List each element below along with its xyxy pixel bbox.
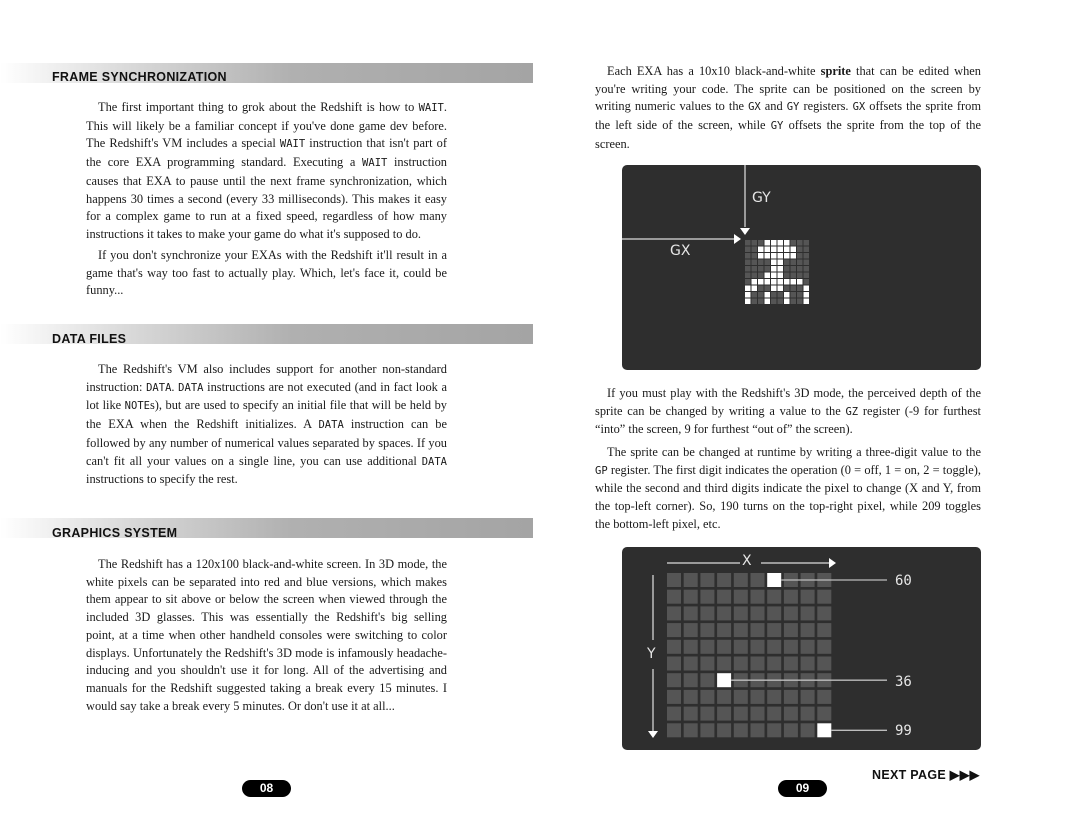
sprite-pixel-on [765, 240, 771, 246]
sprite-pixel-off [804, 260, 810, 266]
grid-pixel-off [801, 657, 815, 671]
grid-pixel-off [700, 573, 714, 587]
grid-pixel-off [767, 707, 781, 721]
sprite-pixel-off [791, 292, 797, 298]
sprite-pixel-off [791, 273, 797, 279]
sprite-pixel-off [745, 240, 751, 246]
sprite-pixel-off [758, 240, 764, 246]
sprite-pixel-off [797, 299, 803, 305]
grid-pixel-off [717, 606, 731, 620]
sprite-pixel-on [758, 253, 764, 259]
sprite-pixel-off [745, 260, 751, 266]
grid-pixel-off [817, 707, 831, 721]
grid-pixel-off [801, 606, 815, 620]
sprite-pixel-on [758, 279, 764, 285]
sprite-pixel-off [758, 260, 764, 266]
grid-pixel-off [700, 690, 714, 704]
code-term: DATA [421, 455, 447, 468]
sprite-pixel-on [765, 292, 771, 298]
gy-label: GY [752, 190, 771, 206]
grid-pixel-on [767, 573, 781, 587]
sprite-pixel-off [771, 292, 777, 298]
sprite-pixel-off [804, 240, 810, 246]
sprite-pixel-off [765, 260, 771, 266]
y-arrow-icon [648, 731, 658, 738]
grid-pixel-off [767, 623, 781, 637]
sprite-pixel-on [765, 299, 771, 305]
text-run: The Redshift's VM also includes support for another non-standard instruction: [86, 362, 447, 394]
sprite-pixel-on [778, 253, 784, 259]
sprite-pixel-off [752, 292, 758, 298]
grid-pixel-off [801, 623, 815, 637]
sprite-pixel-on [771, 253, 777, 259]
grid-pixel-off [784, 590, 798, 604]
sprite-pixel-on [778, 260, 784, 266]
sprite-pixel-on [771, 279, 777, 285]
heading-data-files: DATA FILES [52, 332, 127, 346]
grid-pixel-on [817, 723, 831, 737]
grid-pixel-off [667, 623, 681, 637]
sprite-pixel-on [804, 286, 810, 292]
sprite-pixel-on [752, 286, 758, 292]
sprite-pixel-off [765, 266, 771, 272]
text-run: instructions to specify the rest. [86, 472, 238, 487]
sprite-pixel-on [765, 273, 771, 279]
sprite-grid [745, 240, 809, 304]
sprite-pixel-off [797, 266, 803, 272]
sprite-pixel-off [797, 253, 803, 259]
marker-label-36: 36 [895, 674, 912, 690]
grid-pixel-off [817, 590, 831, 604]
sprite-pixel-on [778, 273, 784, 279]
grid-pixel-off [817, 623, 831, 637]
sprite-pixel-off [745, 266, 751, 272]
sprite-pixel-off [752, 253, 758, 259]
code-term: NOTE [124, 400, 150, 413]
grid-pixel-off [767, 640, 781, 654]
heading-graphics-system: GRAPHICS SYSTEM [52, 526, 178, 540]
grid-pixel-off [817, 657, 831, 671]
grid-pixel-off [751, 623, 765, 637]
grid-pixel-off [684, 673, 698, 687]
grid-pixel-off [801, 690, 815, 704]
sprite-pixel-on [797, 279, 803, 285]
grid-pixel-off [784, 707, 798, 721]
grid-pixel-off [667, 657, 681, 671]
sprite-pixel-off [784, 273, 790, 279]
sprite-pixel-on [791, 247, 797, 253]
grid-pixel-off [767, 606, 781, 620]
sprite-pixel-on [778, 279, 784, 285]
grid-pixel-off [717, 723, 731, 737]
sprite-pixel-on [771, 266, 777, 272]
sprite-pixel-off [791, 266, 797, 272]
paragraph-data-files [86, 361, 447, 489]
gx-label: GX [670, 243, 691, 259]
sprite-pixel-on [745, 286, 751, 292]
grid-pixel-off [784, 623, 798, 637]
sprite-pixel-off [797, 247, 803, 253]
text-run: The first important thing to grok about the Redshift is how to [98, 100, 419, 114]
grid-pixel-off [751, 606, 765, 620]
grid-pixel-off [751, 690, 765, 704]
paragraph-frame-sync-2: If you don't synchronize your EXAs with the Redshift it'll result in a game that's way too fast to actually play. Which, let's face it, could be funny... [86, 248, 447, 298]
sprite-pixel-off [791, 286, 797, 292]
grid-pixel-off [667, 573, 681, 587]
sprite-pixel-on [778, 286, 784, 292]
code-term: GZ [845, 405, 859, 418]
next-page-link[interactable]: NEXT PAGE ▶▶▶ [872, 768, 980, 782]
sprite-pixel-off [791, 240, 797, 246]
grid-pixel-off [734, 707, 748, 721]
sprite-pixel-off [758, 286, 764, 292]
sprite-pixel-on [784, 292, 790, 298]
sprite-pixel-off [752, 299, 758, 305]
grid-pixel-off [751, 573, 765, 587]
sprite-pixel-off [771, 299, 777, 305]
grid-pixel-off [784, 606, 798, 620]
sprite-pixel-on [778, 247, 784, 253]
y-axis-label: Y [647, 646, 656, 662]
grid-pixel-off [734, 606, 748, 620]
sprite-pixel-off [791, 260, 797, 266]
sprite-pixel-on [804, 299, 810, 305]
sprite-pixel-on [784, 240, 790, 246]
sprite-pixel-off [804, 253, 810, 259]
grid-pixel-off [767, 690, 781, 704]
grid-pixel-off [734, 723, 748, 737]
text-run: instruction can be followed by any number of numerical values separated by spaces. If you can't fit all your values on a single line, you can use additional [86, 417, 447, 468]
grid-pixel-off [717, 590, 731, 604]
code-term: DATA [146, 381, 172, 394]
marker-label-99: 99 [895, 723, 912, 739]
sprite-pixel-on [771, 260, 777, 266]
sprite-pixel-off [745, 279, 751, 285]
grid-pixel-off [700, 673, 714, 687]
grid-pixel-off [667, 690, 681, 704]
code-term: DATA [178, 381, 204, 394]
grid-pixel-off [717, 640, 731, 654]
grid-pixel-off [734, 573, 748, 587]
sprite-pixel-on [784, 253, 790, 259]
sprite-pixel-off [758, 273, 764, 279]
grid-pixel-off [667, 707, 681, 721]
sprite-pixel-off [804, 273, 810, 279]
grid-pixel-off [734, 640, 748, 654]
grid-pixel-off [667, 590, 681, 604]
text-run: register (-9 for furthest “into” the screen, 9 for furthest “out of” the screen). [595, 403, 981, 437]
paragraph-gz-depth [595, 385, 981, 439]
sprite-pixel-on [745, 292, 751, 298]
sprite-pixel-off [745, 247, 751, 253]
code-term: GX [748, 101, 761, 114]
text-run: . [171, 379, 179, 394]
pixel-coordinates-svg [622, 547, 981, 750]
sprite-pixel-off [745, 273, 751, 279]
grid-pixel-off [684, 640, 698, 654]
grid-pixel-off [734, 690, 748, 704]
grid-pixel-off [801, 723, 815, 737]
code-term: WAIT [279, 138, 306, 151]
sprite-pixel-off [791, 299, 797, 305]
grid-pixel-off [784, 723, 798, 737]
sprite-pixel-on [771, 240, 777, 246]
grid-pixel-off [751, 657, 765, 671]
marker-label-60: 60 [895, 573, 912, 589]
sprite-pixel-on [778, 240, 784, 246]
grid-pixel-off [700, 623, 714, 637]
grid-pixel-off [767, 657, 781, 671]
sprite-pixel-off [758, 299, 764, 305]
text-run: offsets the sprite from the left side of the screen, while [595, 99, 981, 133]
grid-pixel-off [767, 723, 781, 737]
grid-pixel-off [667, 673, 681, 687]
grid-pixel-off [667, 640, 681, 654]
sprite-pixel-off [784, 260, 790, 266]
grid-pixel-off [734, 590, 748, 604]
sprite-pixel-on [771, 273, 777, 279]
grid-pixel-off [684, 623, 698, 637]
sprite-pixel-off [752, 247, 758, 253]
text-run: instruction that isn't part of the core EXA programming standard. Executing a [86, 136, 447, 170]
sprite-pixel-on [758, 247, 764, 253]
grid-pixel-off [751, 640, 765, 654]
text-run: If you must play with the Redshift's 3D mode, the perceived depth of the sprite can be changed by writing a value to the [595, 386, 981, 418]
page-number-right: 09 [778, 780, 827, 797]
bold-term: sprite [820, 64, 851, 78]
sprite-pixel-on [771, 286, 777, 292]
gy-arrow-icon [740, 228, 750, 235]
sprite-pixel-off [797, 260, 803, 266]
grid-pixel-off [684, 707, 698, 721]
grid-pixel-off [684, 723, 698, 737]
grid-pixel-off [751, 723, 765, 737]
grid-pixel-off [700, 640, 714, 654]
sprite-pixel-on [791, 279, 797, 285]
paragraph-gp-register [595, 444, 981, 534]
sprite-pixel-on [778, 266, 784, 272]
text-run: s), but are used to specify an initial file that will be held by the EXA when the Redshift initializes. A [86, 398, 448, 432]
paragraph-graphics: The Redshift has a 120x100 black-and-white screen. In 3D mode, the white pixels can be separated into red and blue versions, which makes them appear to sit above or below the screen when viewed through the included 3D glasses. This was essentially the Redshift's big selling point, at a time when other handheld consoles were switching to color displays. Unfortunately the Redshift's 3D mode is infamously headache-inducing and you shouldn't use it for long. All of the advertising and manuals for the Redshift suggested taking a break every 15 minutes. I would say take a break every 5 minutes. Or don't use it at all... [86, 557, 447, 713]
grid-pixel-off [667, 606, 681, 620]
text-run: register. The first digit indicates the operation (0 = off, 1 = on, 2 = toggle), while the second and third digits indicate the pixel to change (X and Y, from the top-left corner). So, 190 turns on the top-right pixel, while 209 toggles the bottom-left pixel, etc. [595, 462, 981, 531]
code-term: WAIT [362, 157, 388, 170]
grid-pixel-off [700, 723, 714, 737]
code-term: GY [786, 101, 800, 114]
sprite-pixel-off [797, 286, 803, 292]
sprite-pixel-off [784, 286, 790, 292]
code-term: GX [852, 101, 866, 114]
code-term: GP [595, 464, 608, 477]
grid-pixel-off [684, 657, 698, 671]
grid-pixel-off [784, 690, 798, 704]
grid-pixel-off [734, 657, 748, 671]
sprite-pixel-on [784, 299, 790, 305]
text-run: and [760, 99, 787, 114]
grid-pixel-off [717, 623, 731, 637]
grid-pixel-off [801, 707, 815, 721]
grid-pixel-off [717, 690, 731, 704]
paragraph-sprite-intro [595, 63, 981, 154]
sprite-pixel-off [778, 292, 784, 298]
sprite-position-diagram [622, 165, 981, 370]
sprite-pixel-off [752, 240, 758, 246]
text-run: instruction causes that EXA to pause until the next frame synchronization, which happens 30 times a second (every 33 milliseconds). This makes it easy for a complex game to run at a fixed speed, regardless of how many instructions it takes to make your game do what it's supposed to do. [86, 155, 447, 241]
sprite-pixel-off [752, 266, 758, 272]
sprite-pixel-off [752, 273, 758, 279]
text-run: registers. [799, 99, 853, 114]
text-run: The sprite can be changed at runtime by writing a three-digit value to the [607, 445, 981, 459]
grid-pixel-off [684, 590, 698, 604]
sprite-pixel-off [758, 266, 764, 272]
grid-pixel-off [801, 590, 815, 604]
grid-pixel-off [667, 723, 681, 737]
grid-pixel-off [734, 623, 748, 637]
grid-pixel-off [700, 606, 714, 620]
sprite-pixel-off [778, 299, 784, 305]
sprite-pixel-on [745, 299, 751, 305]
sprite-pixel-off [797, 273, 803, 279]
grid-pixel-off [684, 690, 698, 704]
grid-pixel-off [700, 707, 714, 721]
heading-frame-synchronization: FRAME SYNCHRONIZATION [52, 70, 227, 84]
pixel-coordinates-diagram [622, 547, 981, 750]
grid-pixel-off [751, 590, 765, 604]
grid-pixel-off [784, 657, 798, 671]
x-axis-label: X [742, 553, 752, 569]
grid-pixel-off [817, 606, 831, 620]
grid-pixel-off [700, 657, 714, 671]
text-run: that can be edited when you're writing your code. The sprite can be positioned on the screen by writing numeric values to the [595, 64, 981, 114]
grid-pixel-off [817, 640, 831, 654]
paragraph-frame-sync-1 [86, 99, 447, 244]
text-run: . This will likely be a familiar concept if you've done game dev before. The Redshift's VM includes a special [86, 100, 447, 151]
code-term: WAIT [418, 102, 444, 114]
pixel-grid [667, 573, 887, 737]
sprite-pixel-off [804, 279, 810, 285]
gx-arrow-icon [734, 234, 741, 244]
grid-pixel-off [751, 707, 765, 721]
sprite-pixel-off [758, 292, 764, 298]
sprite-pixel-off [804, 266, 810, 272]
sprite-pixel-off [745, 253, 751, 259]
sprite-pixel-off [765, 286, 771, 292]
sprite-pixel-off [804, 247, 810, 253]
grid-pixel-off [801, 640, 815, 654]
grid-pixel-off [700, 590, 714, 604]
sprite-pixel-on [765, 253, 771, 259]
text-run: Each EXA has a 10x10 black-and-white [607, 64, 821, 78]
sprite-pixel-on [791, 253, 797, 259]
sprite-pixel-on [804, 292, 810, 298]
sprite-pixel-on [765, 247, 771, 253]
page-number-left: 08 [242, 780, 291, 797]
sprite-pixel-on [771, 247, 777, 253]
grid-pixel-off [784, 640, 798, 654]
grid-pixel-off [717, 573, 731, 587]
grid-pixel-off [717, 707, 731, 721]
sprite-pixel-on [765, 279, 771, 285]
code-term: DATA [318, 419, 344, 432]
grid-pixel-on [717, 673, 731, 687]
grid-pixel-off [817, 690, 831, 704]
grid-pixel-off [767, 590, 781, 604]
sprite-pixel-off [797, 240, 803, 246]
sprite-pixel-on [784, 279, 790, 285]
sprite-position-svg [622, 165, 981, 370]
grid-pixel-off [684, 573, 698, 587]
text-run: offsets the sprite from the top of the screen. [595, 118, 981, 151]
grid-pixel-off [684, 606, 698, 620]
sprite-pixel-on [752, 279, 758, 285]
sprite-pixel-off [752, 260, 758, 266]
grid-pixel-off [717, 657, 731, 671]
sprite-pixel-off [784, 266, 790, 272]
code-term: GY [770, 120, 784, 133]
x-arrow-icon [829, 558, 836, 568]
sprite-pixel-on [784, 247, 790, 253]
sprite-pixel-off [797, 292, 803, 298]
text-run: instructions are not executed (and in fact look a lot like [86, 379, 447, 413]
